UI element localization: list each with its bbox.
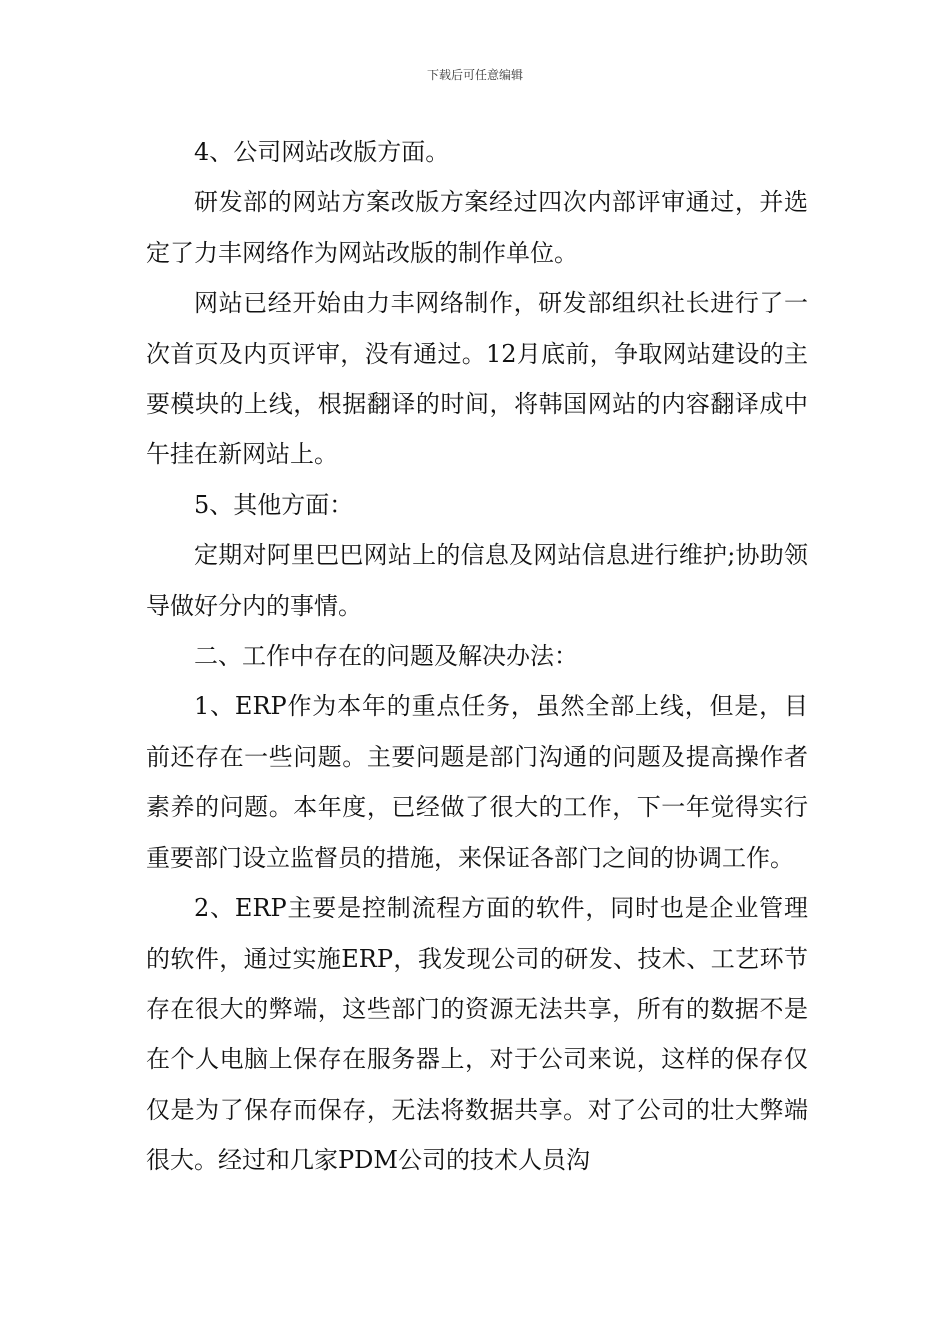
paragraph-maintenance: 定期对阿里巴巴网站上的信息及网站信息进行维护;协助领导做好分内的事情。 [146, 541, 808, 620]
paragraph-erp-problem-1: 1、ERP作为本年的重点任务，虽然全部上线，但是，目前还存在一些问题。主要问题是部门沟通的问题及提高操作者素养的问题。本年度，已经做了很大的工作，下一年觉得实行重要部门设立监督员的措施，来保证各部门之间的协调工作。 [146, 692, 808, 872]
paragraph-other-heading: 5、其他方面： [194, 490, 354, 519]
header-note: 下载后可任意编辑 [426, 68, 523, 82]
paragraph-problems-heading: 二、工作中存在的问题及解决办法： [194, 642, 578, 671]
paragraph-erp-problem-2: 2、ERP主要是控制流程方面的软件，同时也是企业管理的软件，通过实施ERP，我发现公司的研发、技术、工艺环节存在很大的弊端，这些部门的资源无法共享，所有的数据不是在个人电脑上保存在服务器上，对于公司来说，这样的保存仅仅是为了保存而保存，无法将数据共享。对了公司的壮大弊端很大。经过和几家PDM公司的技术人员沟 [146, 894, 808, 1175]
paragraph-website-redesign-heading: 4、公司网站改版方面。 [194, 138, 450, 166]
paragraph-website-production: 网站已经开始由力丰网络制作，研发部组织社长进行了一次首页及内页评审，没有通过。12月底前，争取网站建设的主要模块的上线，根据翻译的时间，将韩国网站的内容翻译成中午挂在新网站上。 [146, 289, 808, 469]
document-body [146, 127, 808, 1186]
paragraph-redesign-review: 研发部的网站方案改版方案经过四次内部评审通过，并选定了力丰网络作为网站改版的制作单位。 [146, 188, 808, 267]
